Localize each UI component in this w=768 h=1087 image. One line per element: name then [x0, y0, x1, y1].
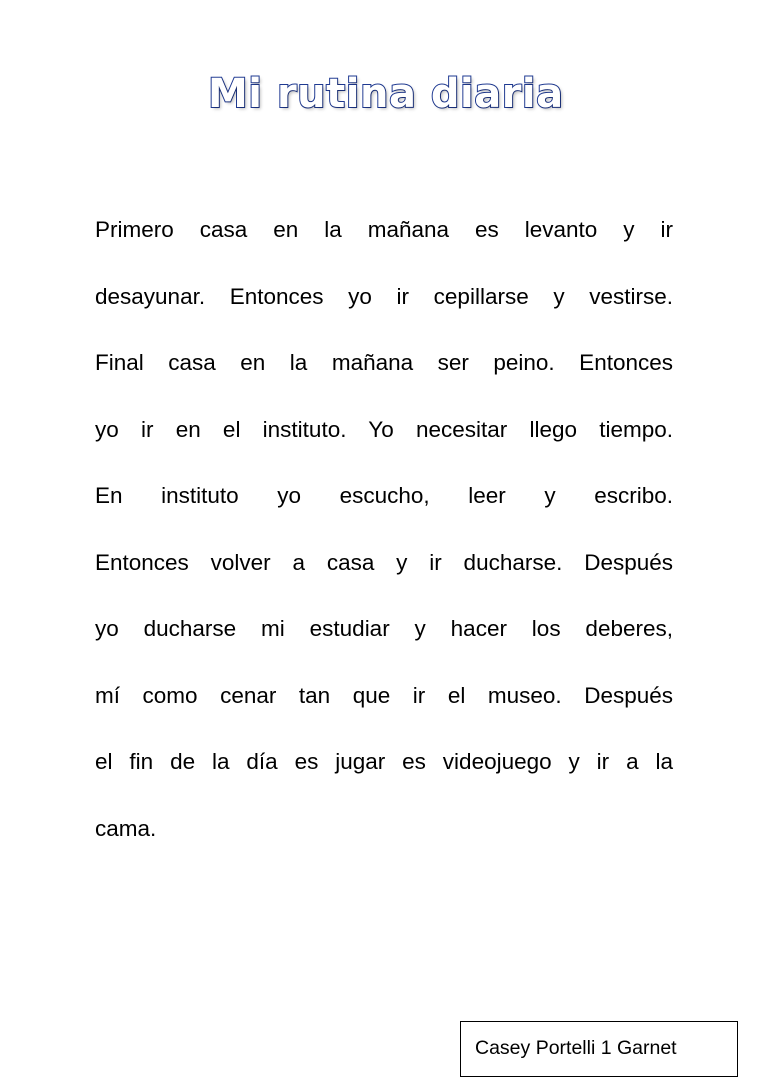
paragraph-line: En instituto yo escucho, leer y escribo.	[95, 483, 673, 508]
author-box: Casey Portelli 1 Garnet	[460, 1021, 738, 1077]
page-title: Mi rutina diaria	[208, 71, 564, 117]
paragraph-line: Final casa en la mañana ser peino. Entonces	[95, 350, 673, 375]
paragraph-line: Primero casa en la mañana es levanto y ir	[95, 217, 673, 242]
paragraph-line: yo ducharse mi estudiar y hacer los deberes,	[95, 616, 673, 641]
paragraph-line: mí como cenar tan que ir el museo. Después	[95, 682, 673, 708]
paragraph-line: desayunar. Entonces yo ir cepillarse y vestirse.	[95, 283, 673, 309]
paragraph-line: el fin de la día es jugar es videojuego y ir a la	[95, 749, 673, 774]
paragraph-line: Entonces volver a casa y ir ducharse. Después	[95, 549, 673, 575]
paragraph-line: yo ir en el instituto. Yo necesitar llego tiempo.	[95, 416, 673, 442]
paragraph-line: cama.	[95, 815, 157, 841]
body-paragraph	[95, 208, 673, 873]
